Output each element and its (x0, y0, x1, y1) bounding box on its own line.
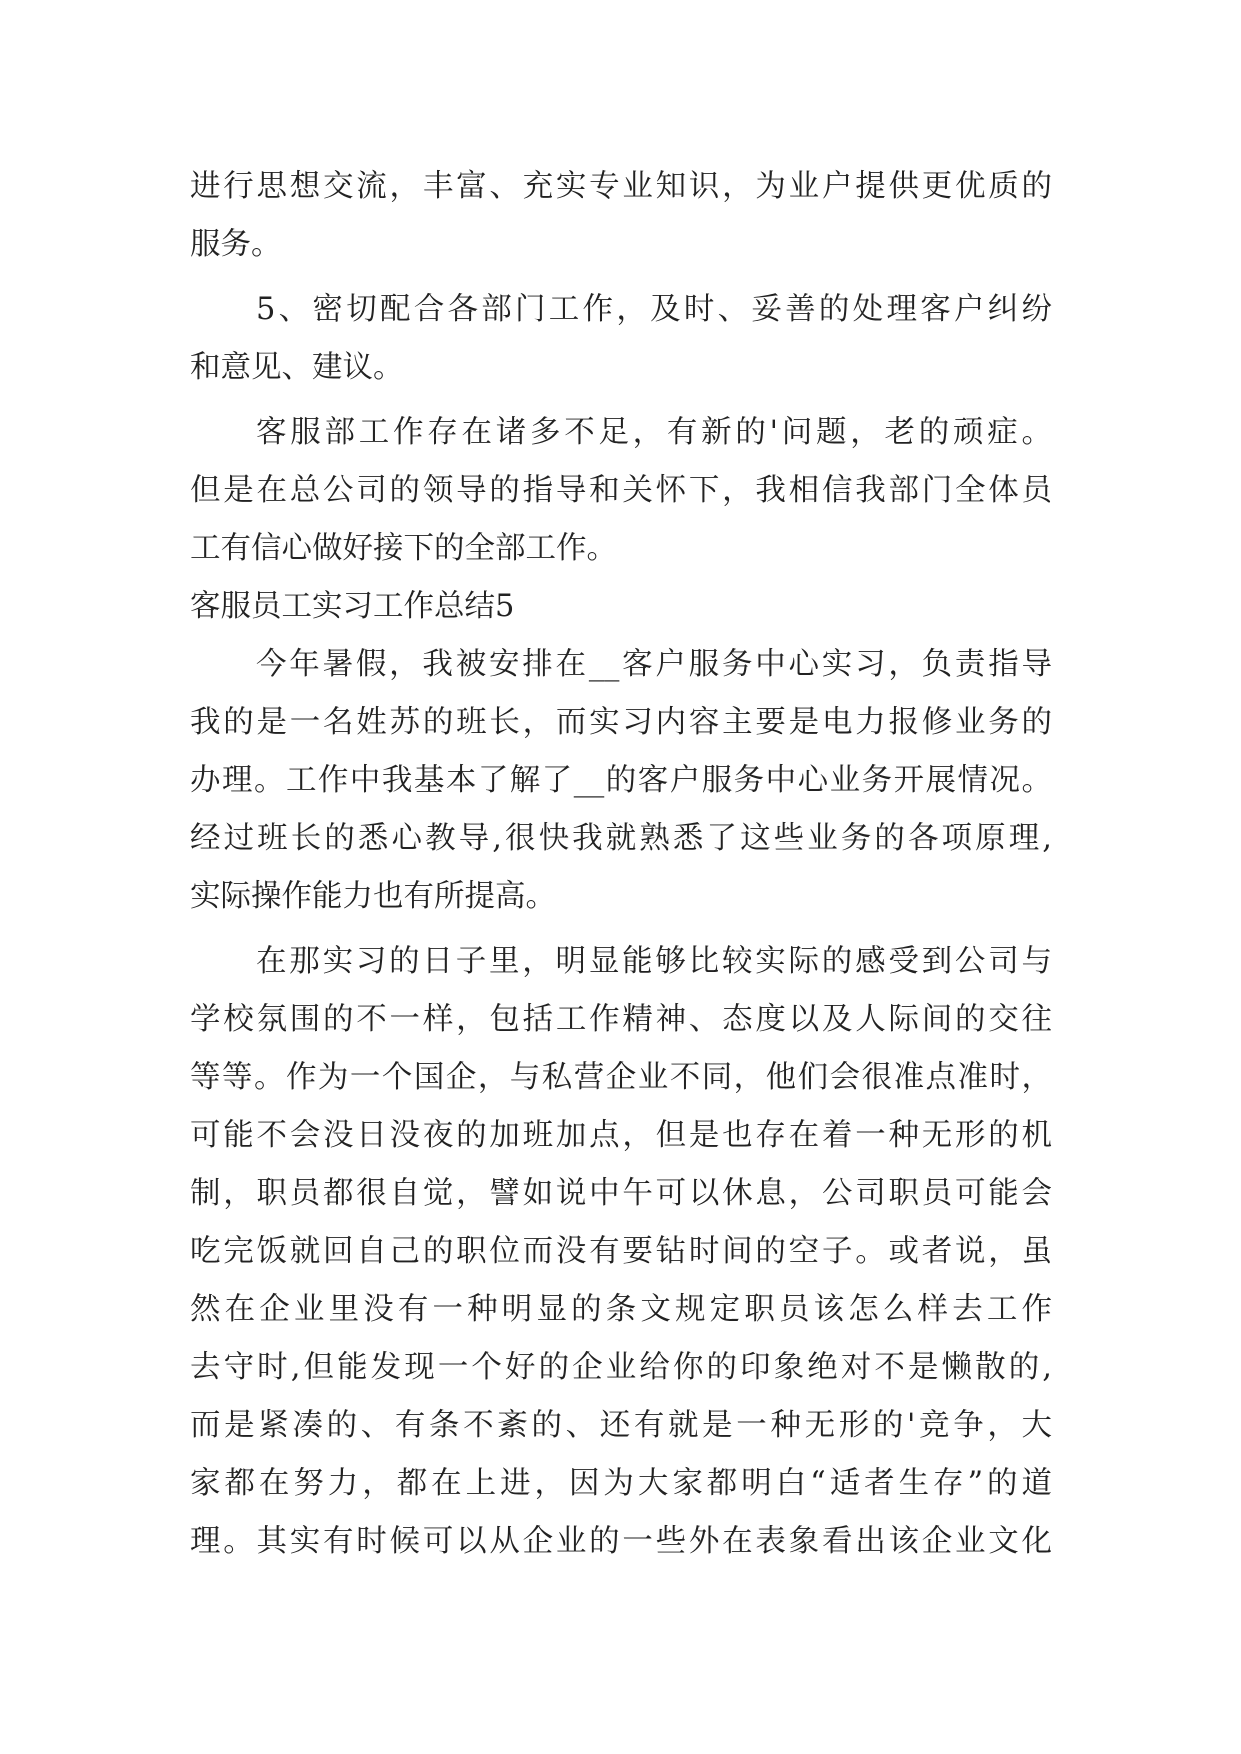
paragraph (190, 158, 1052, 274)
text-line: 经过班长的悉心教导,很快我就熟悉了这些业务的各项原理, (190, 821, 1052, 856)
paragraph (190, 281, 1052, 397)
text-line: 今年暑假，我被安排在__客户服务中心实习，负责指导 (256, 647, 1052, 682)
section-heading (190, 578, 1052, 636)
document-body (190, 158, 1052, 1571)
text-line: 工有信心做好接下的全部工作。 (190, 531, 617, 566)
text-line: 可能不会没日没夜的加班加点，但是也存在着一种无形的机 (190, 1118, 1052, 1153)
paragraph (190, 404, 1052, 578)
text-line: 去守时,但能发现一个好的企业给你的印象绝对不是懒散的, (190, 1350, 1052, 1385)
text-line: 办理。工作中我基本了解了__的客户服务中心业务开展情况。 (190, 763, 1052, 798)
text-line: 而是紧凑的、有条不紊的、还有就是一种无形的'竞争，大 (190, 1408, 1052, 1443)
text-line: 学校氛围的不一样，包括工作精神、态度以及人际间的交往 (190, 1002, 1052, 1037)
text-line: 制，职员都很自觉，譬如说中午可以休息，公司职员可能会 (190, 1176, 1052, 1211)
text-line: 等等。作为一个国企，与私营企业不同，他们会很准点准时， (190, 1060, 1052, 1095)
text-line: 在那实习的日子里，明显能够比较实际的感受到公司与 (256, 944, 1052, 979)
paragraph (190, 933, 1052, 1571)
heading-text: 客服员工实习工作总结5 (190, 589, 515, 624)
text-line: 客服部工作存在诸多不足，有新的'问题，老的顽症。 (256, 415, 1052, 450)
paragraph (190, 636, 1052, 926)
text-line: 理。其实有时候可以从企业的一些外在表象看出该企业文化 (190, 1524, 1052, 1559)
text-line: 我的是一名姓苏的班长，而实习内容主要是电力报修业务的 (190, 705, 1052, 740)
text-line: 然在企业里没有一种明显的条文规定职员该怎么样去工作 (190, 1292, 1052, 1327)
text-line: 实际操作能力也有所提高。 (190, 879, 556, 914)
text-line: 5、密切配合各部门工作，及时、妥善的处理客户纠纷 (256, 292, 1052, 327)
text-line: 家都在努力，都在上进，因为大家都明白“适者生存”的道 (190, 1466, 1052, 1501)
text-line: 服务。 (190, 227, 282, 262)
text-line: 和意见、建议。 (190, 350, 404, 385)
text-line: 但是在总公司的领导的指导和关怀下，我相信我部门全体员 (190, 473, 1052, 508)
text-line: 吃完饭就回自己的职位而没有要钻时间的空子。或者说，虽 (190, 1234, 1052, 1269)
text-line: 进行思想交流，丰富、充实专业知识，为业户提供更优质的 (190, 169, 1052, 204)
